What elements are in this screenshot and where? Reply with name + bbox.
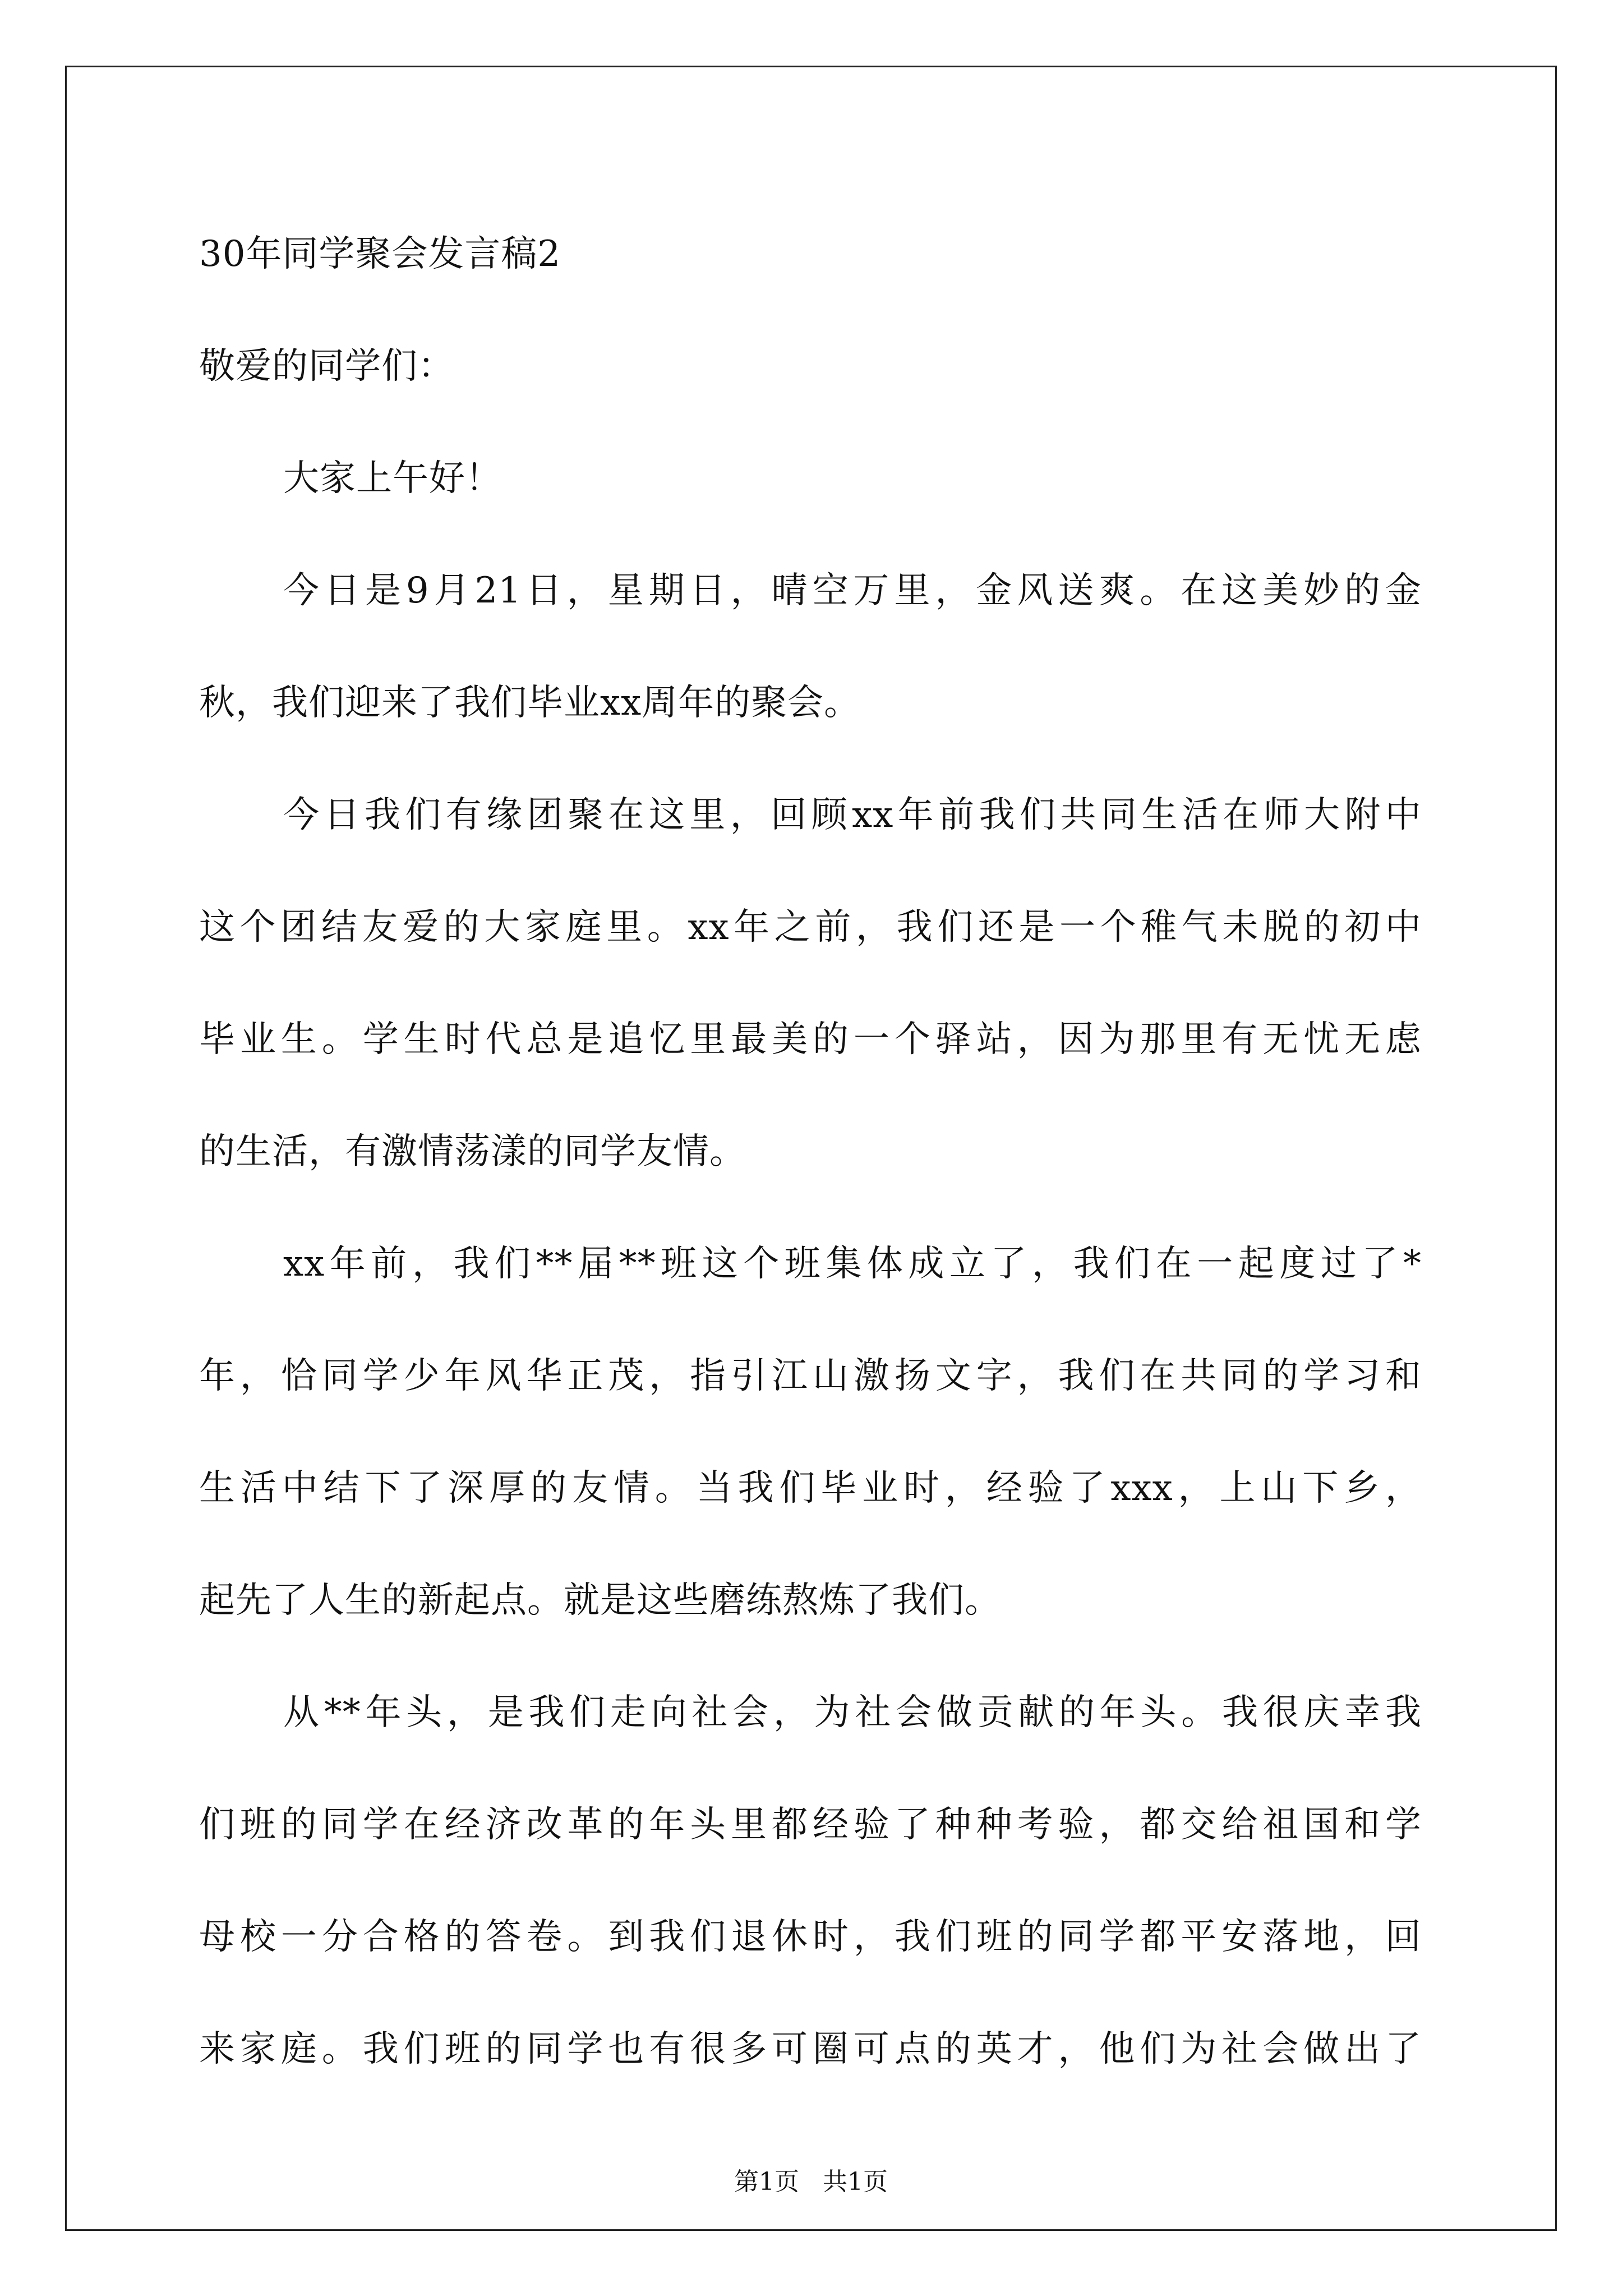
paragraph-line: 年，恰同学少年风华正茂，指引江山激扬文字，我们在共同的学习和	[199, 1355, 1422, 1397]
paragraph-line: 今日是9月21日，星期日，晴空万里，金风送爽。在这美妙的金	[283, 570, 1422, 611]
page-frame	[65, 66, 1557, 2231]
paragraph-line: 秋，我们迎来了我们毕业xx周年的聚会。	[199, 682, 861, 724]
paragraph-line: 从**年头，是我们走向社会，为社会做贡献的年头。我很庆幸我	[283, 1692, 1422, 1733]
paragraph-line: 母校一分合格的答卷。到我们退休时，我们班的同学都平安落地，回	[199, 1916, 1422, 1958]
salutation: 敬爱的同学们：	[199, 346, 454, 387]
paragraph-line: 来家庭。我们班的同学也有很多可圈可点的英才，他们为社会做出了	[199, 2028, 1422, 2070]
greeting: 大家上午好！	[283, 458, 502, 499]
paragraph-line: xx年前，我们**届**班这个班集体成立了，我们在一起度过了*	[283, 1243, 1422, 1285]
paragraph-line: 生活中结下了深厚的友情。当我们毕业时，经验了xxx，上山下乡，	[199, 1467, 1422, 1509]
paragraph-line: 今日我们有缘团聚在这里，回顾xx年前我们共同生活在师大附中	[283, 794, 1422, 836]
page-number: 第1页	[734, 2168, 799, 2196]
page-total: 共1页	[823, 2168, 888, 2196]
paragraph-line: 起先了人生的新起点。就是这些磨练熬炼了我们。	[199, 1580, 1001, 1621]
document-title: 30年同学聚会发言稿2	[199, 233, 561, 275]
page-footer	[67, 2165, 1555, 2199]
paragraph-line: 这个团结友爱的大家庭里。xx年之前，我们还是一个稚气未脱的初中	[199, 907, 1422, 948]
paragraph-line: 的生活，有激情荡漾的同学友情。	[199, 1131, 746, 1172]
document-body	[67, 67, 1555, 2229]
paragraph-line: 们班的同学在经济改革的年头里都经验了种种考验，都交给祖国和学	[199, 1804, 1422, 1846]
paragraph-line: 毕业生。学生时代总是追忆里最美的一个驿站，因为那里有无忧无虑	[199, 1019, 1422, 1060]
